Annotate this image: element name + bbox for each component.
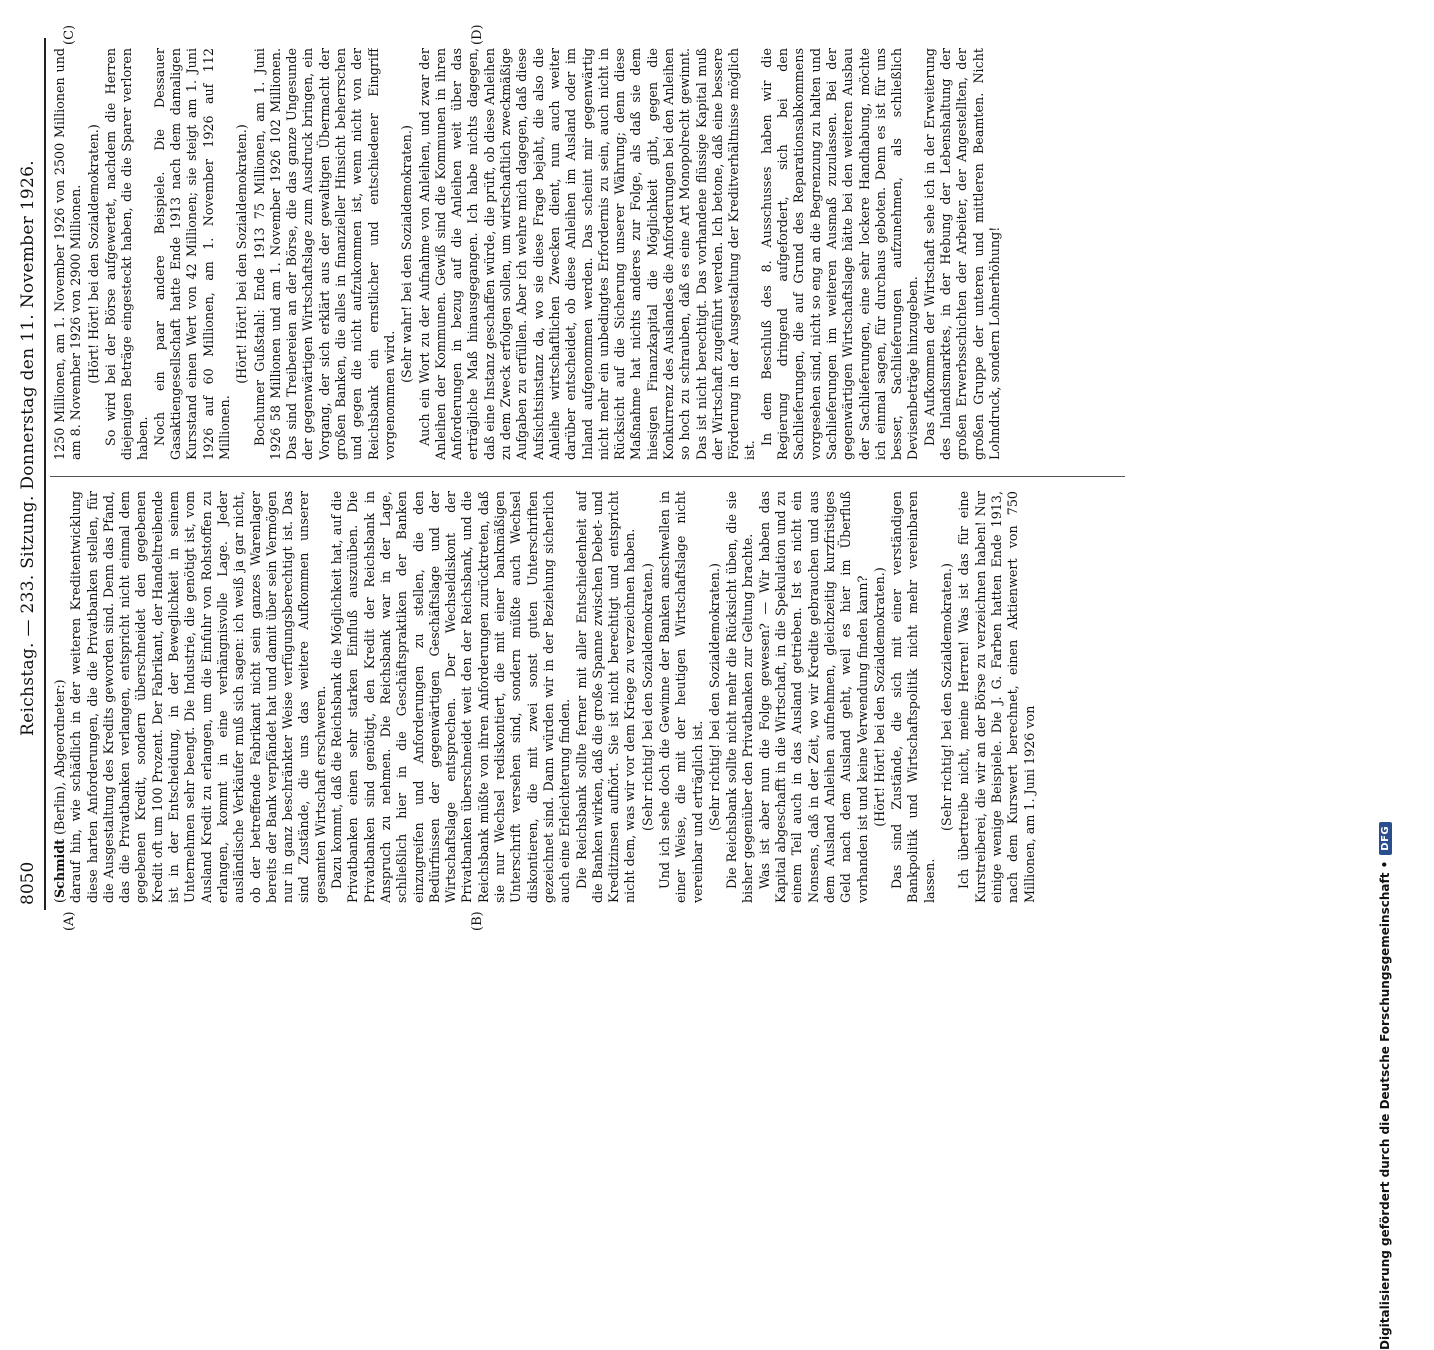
paragraph: 1250 Millionen, am 1. November 1926 von 2500 Millionen und am 8. November 1926 von 2900 Millionen. xyxy=(52,48,84,460)
page-number: 8050 xyxy=(18,861,38,905)
column-divider xyxy=(50,476,1125,477)
paragraph: Und ich sehe doch die Gewinne der Banken anschwellen in einer Weise, die mit der heutigen Wirtschaftslage nicht vereinbar und erträglich ist. xyxy=(656,491,705,903)
speaker-name: Schmidt xyxy=(52,838,67,899)
interjection: (Hört! Hört! bei den Sozialdemokraten.) xyxy=(85,124,101,384)
speaker-suffix: (Berlin), Abgeordneter: xyxy=(52,684,67,839)
dfg-logo: DFG xyxy=(1379,822,1392,855)
speaker-line: (Schmidt (Berlin), Abgeordneter:) xyxy=(52,679,67,903)
page-title: Reichstag. — 233. Sitzung. Donnerstag den 11. November 1926. xyxy=(18,160,38,736)
interjection: (Sehr wahr! bei den Sozialdemokraten.) xyxy=(399,125,415,383)
left-text-column xyxy=(52,491,1122,903)
paragraph: Das Aufkommen der Wirtschaft sehe ich in der Erweiterung des Inlandsmarktes, in der Hebung der Lebenshaltung der großen Erwerbsschichten der Arbeiter, der Angestellten, der großen Gruppe der unteren und mittleren Beamten. Nicht Lohndruck, sondern Lohnerhöhung! xyxy=(921,48,1002,460)
page-header xyxy=(18,45,38,905)
paragraph: So wird bei der Börse aufgewertet, nachdem die Herren diejenigen Beträge eingesteckt haben, die die Sparer verloren haben. xyxy=(102,48,151,460)
interjection: (Hört! Hört! bei den Sozialdemokraten.) xyxy=(871,567,887,827)
paragraph: Ich übertreibe nicht, meine Herren! Was ist das für eine Kurstreiberei, die wir an der Börse zu verzeichnen haben! Nur einige wenige Beispiele. Die J. G. Farben hatten Ende 1913, nach dem Kurswert berechnet, einen Aktienwert von 750 Millionen, am 1. Juni 1926 von xyxy=(956,491,1037,903)
dfg-credit-line xyxy=(1375,350,1395,1350)
margin-marker-a: (A) xyxy=(62,911,77,931)
margin-marker-c: (C) xyxy=(62,24,77,45)
interjection: (Sehr richtig! bei den Sozialdemokraten.) xyxy=(706,563,722,831)
paragraph: In dem Beschluß des 8. Ausschusses haben wir die Regierung dringend aufgefordert, sich bei den Sachlieferungen, die auf Grund des Reparationsabkommens vorgesehen sind, nicht so eng an die Begrenzung zu halten und Sachlieferungen im weiteren Ausmaß zuzulassen. Bei der gegenwärtigen Wirtschaftslage hätte bei den weiteren Ausbau der Sachlieferungen, eine sehr lockere Handhabung, möchte ich einmal sagen, für durchaus geboten. Denn es ist für uns besser, Sachlieferungen aufzunehmen, als schließlich Devisenbeträge hinzugeben. xyxy=(758,48,921,460)
right-text-column xyxy=(52,48,1122,460)
paragraph: Noch ein paar andere Beispiele. Die Dessauer Gasaktiengesellschaft hatte Ende 1913 nach dem damaligen Kursstand einen Wert von 42 Millionen; sie steigt am 1. Juni 1926 auf 60 Millionen, am 1. November 1926 auf 112 Millionen. xyxy=(151,48,232,460)
header-rule xyxy=(44,38,46,910)
paragraph: Was ist aber nun die Folge gewesen? — Wir haben das Kapital abgeschafft in die Wirtschaft, in die Spekulation und zu einem Teil auch in das Ausland getrieben. Ist es nicht ein Nonsens, daß in der Zeit, wo wir Kredite gebrauchen und aus dem Ausland Anleihen aufnehmen, gleichzeitig kurzfristiges Geld nach dem Ausland geht, weil es hier im Überfluß vorhanden ist und keine Verwendung finden kann? xyxy=(756,491,870,903)
paragraph: Die Reichsbank sollte nicht mehr die Rücksicht üben, die sie bisher gegenüber den Privatbanken zur Geltung brachte. xyxy=(724,491,756,903)
interjection: (Sehr richtig! bei den Sozialdemokraten.) xyxy=(939,563,955,831)
paragraph: Das sind Zustände, die sich mit einer verständigen Bankpolitik und Wirtschaftspolitik nicht mehr vereinbaren lassen. xyxy=(889,491,937,903)
margin-marker-d: (D) xyxy=(470,24,485,45)
paragraph: Auch ein Wort zu der Aufnahme von Anleihen, und zwar der Anleihen der Kommunen. Gewiß sind die Kommunen in ihren Anforderungen in bezug auf die Anleihen weit über das erträgliche Maß hinausgegangen. Ich habe nichts dagegen, daß eine Instanz geschaffen würde, die prüft, ob diese Anleihen zu dem Zweck erfolgen sollen, um wirtschaftlich zweckmäßige Aufgaben zu erfüllen. Aber ich wehre mich dagegen, daß diese Aufsichtsinstanz da, wo sie diese Frage bejaht, die also die Anleihe wirtschaftlichen Zwecken dient, nun auch weiter darüber entscheidet, ob diese Anleihen im Ausland oder im Inland aufgenommen werden. Das scheint mir gegenwärtig nicht mehr ein unbedingtes Erfordernis zu sein, auch nicht in Rücksicht auf die Sicherung unserer Währung; denn diese Maßnahme hat nichts anderes zur Folge, als daß sie dem hiesigen Finanzkapital die Möglichkeit gibt, gegen die Konkurrenz des Auslandes die Anforderungen bei den Anleihen so hoch zu schrauben, daß es eine Art Monopolrecht gewinnt. Das ist nicht berechtigt. Das vorhandene flüssige Kapital muß der Wirtschaft zugeführt werden. Ich betone, daß eine bessere Förderung in der Ausgestaltung der Kreditverhältnisse möglich ist. xyxy=(416,48,758,460)
interjection: (Hört! Hört! bei den Sozialdemokraten.) xyxy=(234,124,250,384)
margin-marker-b: (B) xyxy=(470,911,485,931)
paragraph: Bochumer Gußstahl: Ende 1913 75 Millionen, am 1. Juni 1926 58 Millionen und am 1. November 1926 102 Millionen. Das sind Treibereien an der Börse, die das ganze Ungesunde der gegenwärtigen Wirtschaftslage zum Ausdruck bringen, ein Vorgang, der sich erklärt aus der gewaltigen Übermacht der großen Banken, die alles in finanzieller Hinsicht beherrschen und gegen die nicht aufzukommen ist, wenn nicht von der Reichsbank ein ernstlicher und entschiedener Eingriff vorgenommen wird. xyxy=(251,48,397,460)
interjection: (Sehr richtig! bei den Sozialdemokraten.) xyxy=(639,563,655,831)
dfg-credit-text: Digitalisierung gefördert durch die Deutsche Forschungsgemeinschaft • xyxy=(1378,860,1392,1350)
paragraph: darauf hin, wie schädlich in der weiteren Kreditentwicklung diese harten Anforderungen, die die Privatbanken stellen, für die Ausgestaltung des Kredits geworden sind. Denn das Pfand, das die Privatbanken verlangen, entspricht nicht einmal dem gegebenen Kredit, sondern überschneidet den gegebenen Kredit oft um 100 Prozent. Der Fabrikant, der Handeltreibende ist in der Entscheidung, in der Beweglichkeit in seinem Unternehmen sehr beengt. Die Industrie, die genötigt ist, vom Ausland Kredit zu erlangen, um die Einfuhr von Rohstoffen zu erlangen, kommt in eine verhängnisvolle Lage. Jeder ausländische Verkäufer muß sich sagen: ich weiß ja gar nicht, ob der betreffende Fabrikant nicht sein ganzes Warenlager bereits der Bank verpfändet hat und damit über sein Vermögen nur in ganz beschränkter Weise verfügungsberechtigt ist. Das sind Zustände, die uns das weitere Aufkommen unserer gesamten Wirtschaft erschweren. xyxy=(68,491,328,903)
paragraph: Die Reichsbank sollte ferner mit aller Entschiedenheit auf die Banken wirken, daß die große Spanne zwischen Debet- und Kreditzinsen aufhört. Sie ist nicht berechtigt und entspricht nicht dem, was wir vor dem Kriege zu verzeichnen haben. xyxy=(573,491,638,903)
paragraph: Dazu kommt, daß die Reichsbank die Möglichkeit hat, auf die Privatbanken einen sehr starken Einfluß auszuüben. Die Privatbanken sind genötigt, den Kredit der Reichsbank in Anspruch zu nehmen. Die Reichsbank war in der Lage, schließlich hier in die Geschäftspraktiken der Banken einzugreifen und Anforderungen zu stellen, die den Bedürfnissen der gegenwärtigen Geschäftslage und der Wirtschaftslage entsprechen. Der Wechseldiskont der Privatbanken überschneidet weit den der Reichsbank, und die Reichsbank müßte von ihren Anforderungen zurücktreten, daß sie nur Wechsel rediskontiert, die mit einer bankmäßigen Unterschrift versehen sind, sondern müßte auch Wechsel diskontieren, die mit zwei sonst guten Unterschriften gezeichnet sind. Dann würden wir in der Beziehung sicherlich auch eine Erleichterung finden. xyxy=(329,491,573,903)
